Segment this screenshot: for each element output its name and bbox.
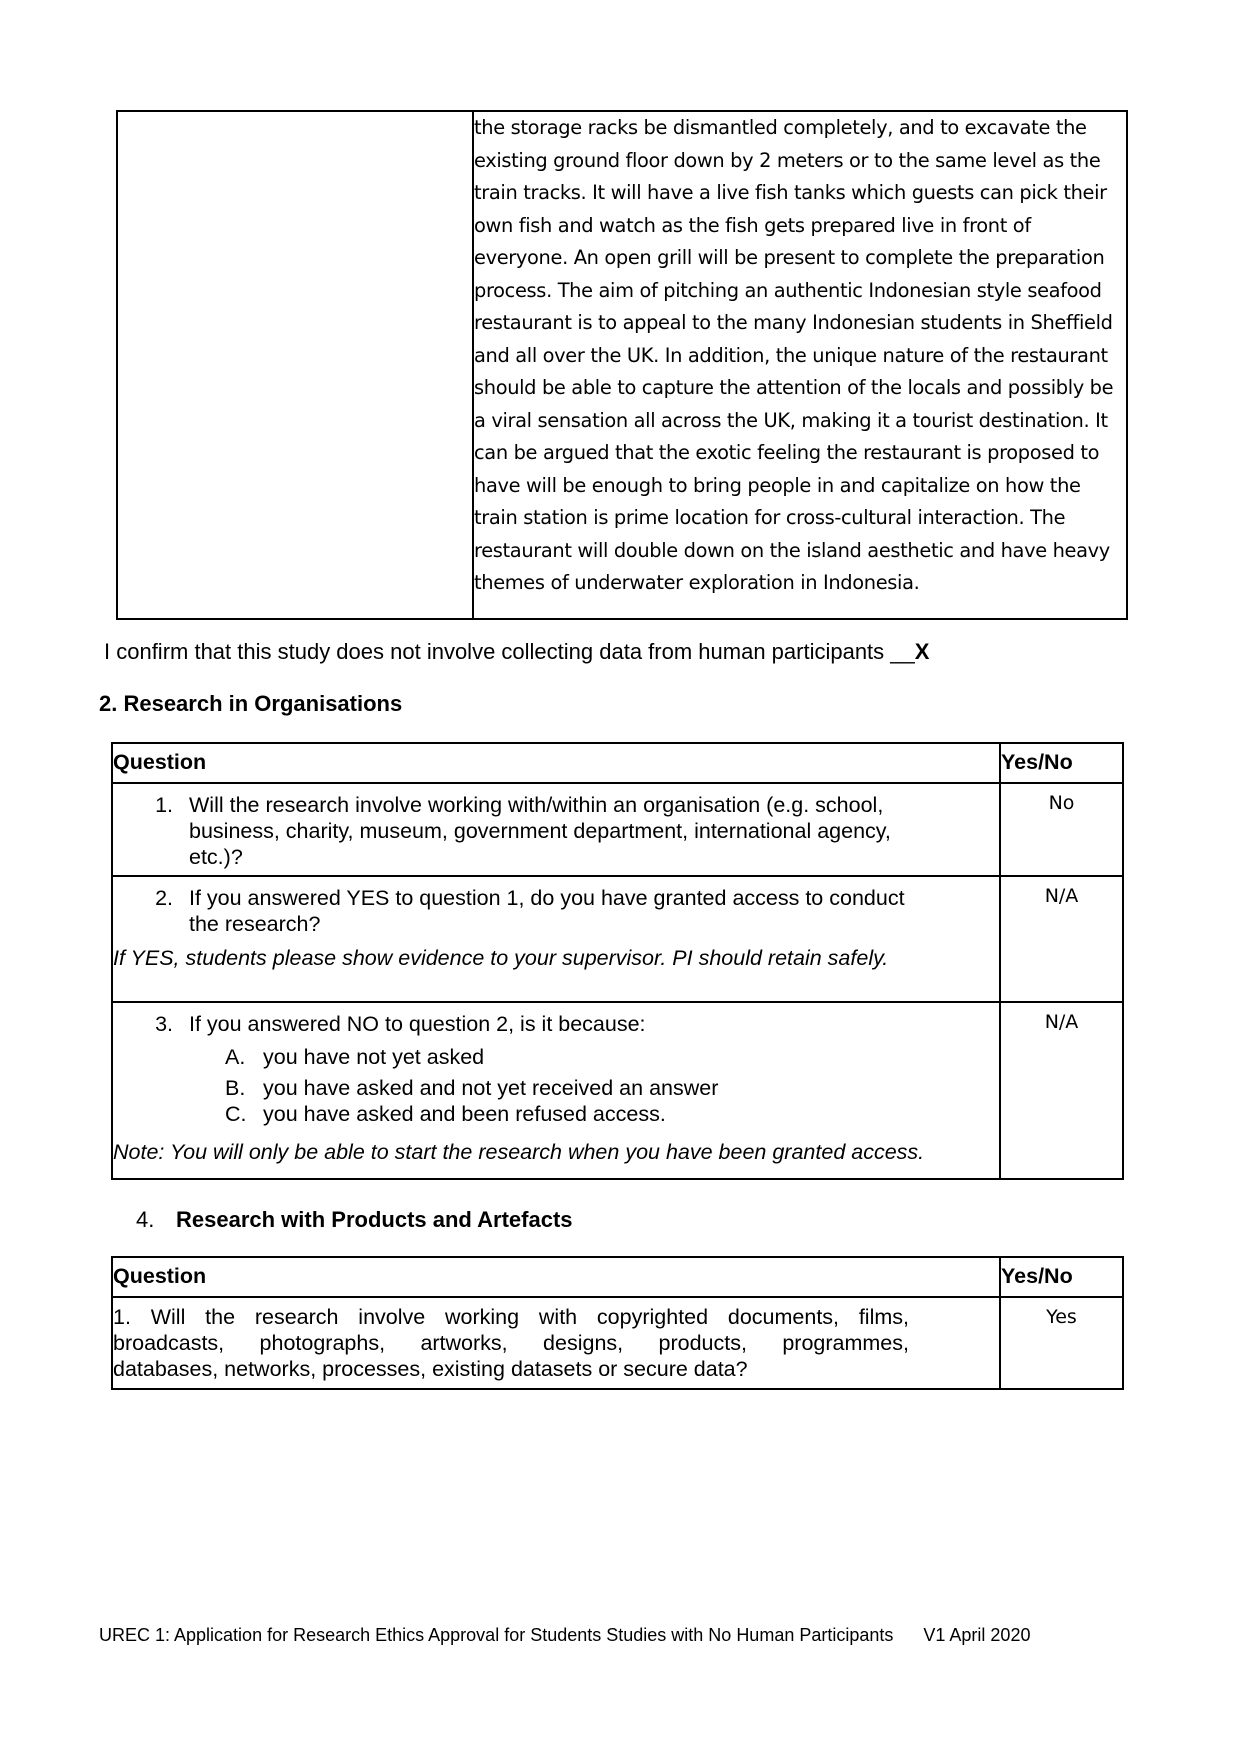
option-text: you have not yet asked bbox=[263, 1045, 485, 1069]
question-1-answer: No bbox=[1000, 783, 1123, 876]
human-participants-confirmation bbox=[104, 638, 929, 666]
question-3-note: Note: You will only be able to start the research when you have been granted access. bbox=[113, 1140, 925, 1164]
question-1-line: business, charity, museum, government department, international agency, bbox=[189, 819, 891, 843]
question-2-note: If YES, students please show evidence to your supervisor. PI should retain safely. bbox=[113, 946, 889, 970]
option-item bbox=[225, 1043, 999, 1071]
confirmation-mark: X bbox=[914, 639, 930, 664]
question-number: 2. bbox=[155, 886, 173, 910]
question-header: Question bbox=[112, 1257, 1000, 1297]
question-3-options bbox=[225, 1043, 999, 1127]
question-1-line: Will the research involve working with/within an organisation (e.g. school, bbox=[189, 793, 884, 817]
footer-version: V1 April 2020 bbox=[923, 1625, 1031, 1645]
page-footer bbox=[99, 1623, 1030, 1647]
table-row bbox=[112, 1002, 1123, 1179]
project-description-text: the storage racks be dismantled completely, and to excavate the existing ground floor down by 2 meters or to the same level as the train tracks. It will have a live fish tanks which guests can pick their own fish and watch as the fish gets prepared live in front of everyone. An open grill will be present to complete the preparation process. The aim of pitching an authentic Indonesian style seafood restaurant is to appeal to the many Indonesian students in Sheffield and all over the UK. In addition, the unique nature of the restaurant should be able to capture the attention of the locals and possibly be a viral sensation all across the UK, making it a tourist destination. It can be argued that the exotic feeling the restaurant is proposed to have will be enough to bring people in and capitalize on how the train station is prime location for cross-cultural interaction. The restaurant will double down on the island aesthetic and have heavy themes of underwater exploration in Indonesia. bbox=[474, 116, 1114, 594]
products-question-line: databases, networks, processes, existing datasets or secure data? bbox=[113, 1357, 748, 1381]
organisations-table bbox=[111, 742, 1124, 1180]
question-3-answer: N/A bbox=[1000, 1002, 1123, 1179]
table-header-row bbox=[112, 743, 1123, 783]
option-item bbox=[225, 1101, 999, 1127]
products-question-line: broadcasts, photographs, artworks, designs, products, programmes, bbox=[113, 1331, 909, 1355]
option-letter: B. bbox=[225, 1076, 246, 1100]
question-header: Question bbox=[112, 743, 1000, 783]
footer-title: UREC 1: Application for Research Ethics Approval for Students Studies with No Human Participants bbox=[99, 1625, 894, 1645]
table-row bbox=[112, 876, 1123, 1002]
question-2-answer: N/A bbox=[1000, 876, 1123, 1002]
section-4-heading bbox=[136, 1206, 573, 1234]
question-3-cell bbox=[112, 1002, 1000, 1179]
question-1 bbox=[113, 792, 999, 870]
question-1-line: etc.)? bbox=[189, 845, 243, 869]
table-header-row bbox=[112, 1257, 1123, 1297]
question-number: 1. bbox=[155, 793, 173, 817]
products-question-1-answer: Yes bbox=[1000, 1297, 1123, 1389]
option-letter: C. bbox=[225, 1102, 247, 1126]
yes-no-header: Yes/No bbox=[1000, 743, 1123, 783]
table-row bbox=[112, 1297, 1123, 1389]
products-question-line: 1. Will the research involve working with copyrighted documents, films, bbox=[113, 1305, 909, 1329]
section-2-heading: 2. Research in Organisations bbox=[99, 691, 403, 716]
question-3-line: If you answered NO to question 2, is it because: bbox=[189, 1012, 646, 1036]
option-text: you have asked and been refused access. bbox=[263, 1102, 666, 1126]
yes-no-header: Yes/No bbox=[1000, 1257, 1123, 1297]
option-text: you have asked and not yet received an answer bbox=[263, 1076, 719, 1100]
question-number: 3. bbox=[155, 1012, 173, 1036]
option-item bbox=[225, 1075, 999, 1101]
option-letter: A. bbox=[225, 1045, 246, 1069]
question-1-cell bbox=[112, 783, 1000, 876]
products-question-1-cell bbox=[112, 1297, 1000, 1389]
table-row bbox=[112, 783, 1123, 876]
section-4-number: 4. bbox=[136, 1207, 155, 1232]
section-4-title: Research with Products and Artefacts bbox=[176, 1207, 573, 1232]
question-2-line: the research? bbox=[189, 912, 321, 936]
question-2-cell bbox=[112, 876, 1000, 1002]
confirmation-text: I confirm that this study does not involve collecting data from human participants __ bbox=[104, 639, 915, 664]
question-2-line: If you answered YES to question 1, do you have granted access to conduct bbox=[189, 886, 905, 910]
question-2 bbox=[113, 885, 999, 937]
products-artefacts-table bbox=[111, 1256, 1124, 1390]
question-3 bbox=[113, 1011, 999, 1037]
